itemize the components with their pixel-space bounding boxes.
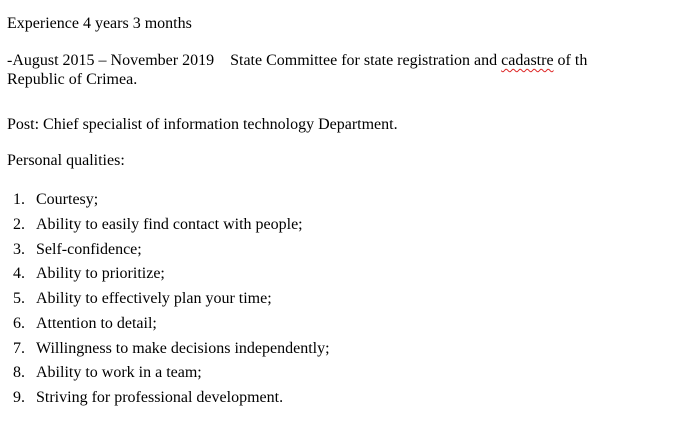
list-item-text: Attention to detail;: [36, 314, 157, 332]
list-item-text: Courtesy;: [36, 191, 99, 208]
list-item-number: 2.: [13, 215, 25, 233]
list-item-number: 5.: [13, 290, 25, 307]
list-item-number: 3.: [13, 240, 25, 258]
employment-period: -August 2015 – November 2019: [7, 52, 215, 69]
experience-summary: Experience 4 years 3 months: [7, 15, 192, 32]
list-item-text: Self-confidence;: [36, 240, 142, 258]
spellcheck-flagged-word[interactable]: cadastre: [501, 52, 554, 69]
employment-organization-cont: of th: [557, 52, 588, 69]
employment-organization-line2: Republic of Crimea.: [7, 71, 138, 88]
list-item-number: 6.: [13, 314, 25, 332]
list-item-number: 9.: [13, 389, 25, 406]
list-item-number: 7.: [13, 339, 25, 357]
list-item-number: 4.: [13, 265, 25, 283]
post-title: Post: Chief specialist of information technology Department.: [7, 116, 398, 133]
list-item-text: Ability to effectively plan your time;: [36, 290, 272, 307]
list-item-text: Striving for professional development.: [36, 389, 284, 406]
list-item-text: Ability to prioritize;: [36, 265, 165, 283]
list-item-number: 8.: [13, 364, 25, 382]
employment-entry: [7, 51, 587, 89]
list-item-text: Willingness to make decisions independently;: [36, 339, 330, 357]
list-item-text: Ability to easily find contact with people;: [36, 215, 303, 233]
list-item-number: 1.: [13, 191, 25, 208]
qualities-heading: Personal qualities:: [7, 152, 125, 169]
list-item-text: Ability to work in a team;: [36, 364, 202, 382]
employment-organization: State Committee for state registration and: [230, 52, 498, 69]
